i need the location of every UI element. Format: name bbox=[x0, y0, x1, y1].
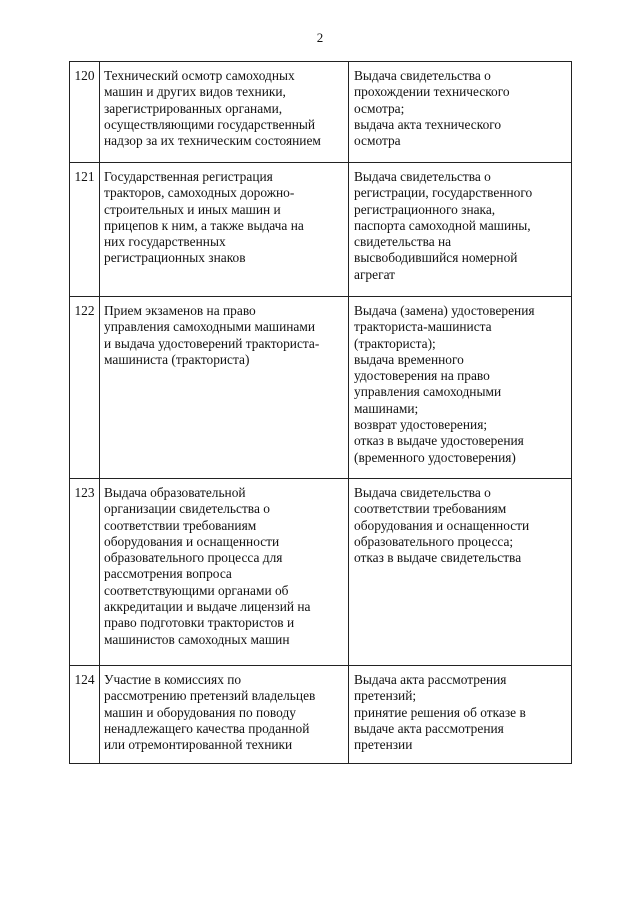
service-name-cell bbox=[100, 163, 349, 297]
result-line: выдача акта технического bbox=[354, 116, 502, 132]
service-line: или отремонтированной техники bbox=[104, 737, 293, 753]
service-line: машин и других видов техники, bbox=[104, 84, 286, 100]
result-line: удостоверения на право bbox=[354, 368, 490, 384]
row-number: 123 bbox=[70, 479, 100, 666]
table-row bbox=[70, 62, 572, 163]
result-line: осмотра bbox=[354, 133, 401, 149]
service-line: ненадлежащего качества проданной bbox=[104, 720, 310, 736]
result-line: претензий; bbox=[354, 688, 417, 704]
service-line: право подготовки трактористов и bbox=[104, 615, 295, 631]
service-name-cell bbox=[100, 479, 349, 666]
page-number: 2 bbox=[316, 30, 324, 45]
table-row bbox=[70, 666, 572, 764]
service-line: соответствии требованиям bbox=[104, 517, 257, 533]
service-line: соответствующими органами об bbox=[104, 582, 289, 598]
service-line: осуществляющими государственный bbox=[104, 116, 316, 132]
service-line: Технический осмотр самоходных bbox=[104, 68, 295, 83]
service-line: управления самоходными машинами bbox=[104, 319, 316, 335]
service-result-cell bbox=[349, 163, 572, 297]
service-line: и выдача удостоверений тракториста- bbox=[104, 335, 320, 351]
result-line: Выдача акта рассмотрения bbox=[354, 672, 507, 687]
row-number: 121 bbox=[70, 163, 100, 297]
result-line: возврат удостоверения; bbox=[354, 417, 488, 433]
result-line: управления самоходными bbox=[354, 384, 502, 400]
service-line: машин и оборудования по поводу bbox=[104, 704, 296, 720]
table-row bbox=[70, 297, 572, 479]
result-line: выдаче акта рассмотрения bbox=[354, 720, 504, 736]
service-line: Выдача образовательной bbox=[104, 485, 246, 500]
service-result-cell bbox=[349, 666, 572, 764]
result-line: прохождении технического bbox=[354, 84, 510, 100]
table-row bbox=[70, 479, 572, 666]
services-table bbox=[69, 61, 572, 764]
result-line: выдача временного bbox=[354, 351, 464, 367]
result-line: Выдача (замена) удостоверения bbox=[354, 303, 535, 318]
service-line: зарегистрированных органами, bbox=[104, 100, 283, 116]
result-line: Выдача свидетельства о bbox=[354, 68, 491, 83]
result-line: (временного удостоверения) bbox=[354, 449, 516, 465]
service-line: регистрационных знаков bbox=[104, 250, 246, 266]
result-line: осмотра; bbox=[354, 100, 405, 116]
service-line: тракторов, самоходных дорожно- bbox=[104, 185, 295, 201]
result-line: Выдача свидетельства о bbox=[354, 169, 491, 184]
result-line: отказ в выдаче удостоверения bbox=[354, 433, 524, 449]
row-number: 120 bbox=[70, 62, 100, 163]
service-line: строительных и иных машин и bbox=[104, 201, 281, 217]
result-line: регистрации, государственного bbox=[354, 185, 533, 201]
service-line: машиниста (тракториста) bbox=[104, 351, 250, 367]
service-line: Государственная регистрация bbox=[104, 169, 273, 184]
service-name-cell bbox=[100, 666, 349, 764]
result-line: агрегат bbox=[354, 266, 396, 282]
service-line: прицепов к ним, а также выдача на bbox=[104, 217, 304, 233]
result-line: (тракториста); bbox=[354, 335, 436, 351]
result-line: паспорта самоходной машины, bbox=[354, 217, 531, 233]
service-line: организации свидетельства о bbox=[104, 501, 270, 517]
result-line: тракториста-машиниста bbox=[354, 319, 492, 335]
row-number: 122 bbox=[70, 297, 100, 479]
result-line: соответствии требованиям bbox=[354, 501, 507, 517]
result-line: регистрационного знака, bbox=[354, 201, 496, 217]
service-line: рассмотрению претензий владельцев bbox=[104, 688, 316, 704]
service-line: надзор за их техническим состоянием bbox=[104, 133, 321, 149]
result-line: отказ в выдаче свидетельства bbox=[354, 550, 522, 566]
service-line: рассмотрения вопроса bbox=[104, 566, 232, 582]
service-line: машинистов самоходных машин bbox=[104, 631, 290, 647]
result-line: оборудования и оснащенности bbox=[354, 517, 530, 533]
service-name-cell bbox=[100, 62, 349, 163]
service-name-cell bbox=[100, 297, 349, 479]
result-line: Выдача свидетельства о bbox=[354, 485, 491, 500]
service-line: Участие в комиссиях по bbox=[104, 672, 242, 687]
service-line: них государственных bbox=[104, 234, 226, 250]
result-line: высвободившийся номерной bbox=[354, 250, 518, 266]
service-result-cell bbox=[349, 62, 572, 163]
result-line: претензии bbox=[354, 737, 413, 753]
service-result-cell bbox=[349, 297, 572, 479]
service-line: образовательного процесса для bbox=[104, 550, 283, 566]
result-line: принятие решения об отказе в bbox=[354, 704, 526, 720]
service-line: Прием экзаменов на право bbox=[104, 303, 256, 318]
result-line: свидетельства на bbox=[354, 234, 452, 250]
row-number: 124 bbox=[70, 666, 100, 764]
result-line: образовательного процесса; bbox=[354, 533, 514, 549]
service-line: аккредитации и выдаче лицензий на bbox=[104, 599, 311, 615]
table-row bbox=[70, 163, 572, 297]
result-line: машинами; bbox=[354, 400, 419, 416]
service-line: оборудования и оснащенности bbox=[104, 533, 280, 549]
service-result-cell bbox=[349, 479, 572, 666]
